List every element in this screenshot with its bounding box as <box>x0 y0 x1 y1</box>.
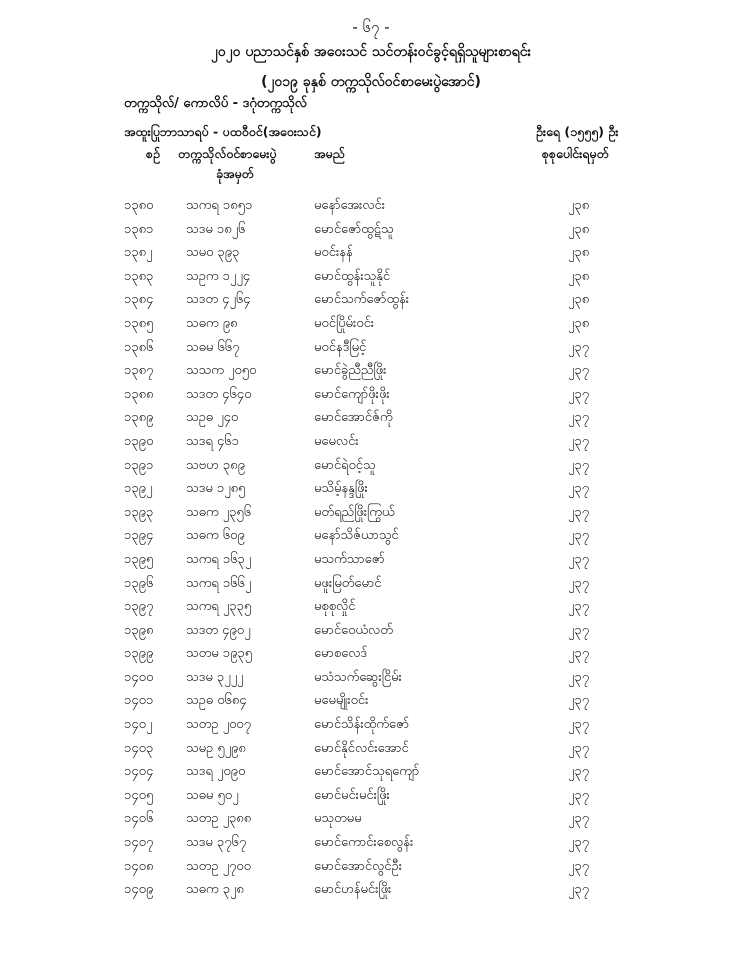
student-name: မစုစုလှိုင် <box>314 599 356 615</box>
student-name: မောင်အောင်ဇ်ကို <box>314 410 393 426</box>
total-marks: ၂၃၇ <box>568 599 590 615</box>
row-number: ၁၄၀၈ <box>124 858 154 874</box>
row-number: ၁၄၀၅ <box>124 787 154 803</box>
table-row <box>0 716 742 740</box>
total-marks: ၂၃၇ <box>568 481 590 497</box>
table-row <box>0 457 742 481</box>
table-row <box>0 551 742 575</box>
student-name: မောင်ထွန်းသူနိုင် <box>314 268 391 284</box>
student-name: မနော်သိဇ်ယာသွင် <box>314 528 399 544</box>
student-name: မတ်ရည်ဖြိုးကြွယ် <box>314 504 395 520</box>
row-number: ၁၄၀၆ <box>124 811 154 827</box>
exam-number: သဒမ ၁၂၈၅ <box>186 481 246 497</box>
row-number: ၁၄၀၄ <box>124 764 154 780</box>
exam-number: သဒတ ၄၂၆၄ <box>186 292 251 308</box>
row-number: ၁၃၉၁ <box>124 457 154 473</box>
exam-number: သကရ ၁၆၃၂ <box>186 551 252 567</box>
exam-number: သဓက ၉၈ <box>186 315 238 331</box>
total-marks: ၂၃၇ <box>568 835 590 851</box>
exam-number: သဒရ ၂၀၉၀ <box>186 764 246 780</box>
exam-no-column-header: တက္ကသိုလ်ဝင်စာမေးပွဲ <box>178 146 277 161</box>
student-name: မောင်ဇော်ထွဋ်သူ <box>314 221 394 237</box>
exam-number: သတဥ ၂၇၀၀ <box>186 858 251 874</box>
student-name: မသိမ့်နန္ဒဖြိုး <box>314 481 368 497</box>
exam-number: သတဥ ၂၃၈၈ <box>186 811 252 827</box>
table-row <box>0 527 742 551</box>
exam-number: သဒမ ၁၈၂၆ <box>186 221 246 237</box>
total-marks: ၂၃၇ <box>568 433 590 449</box>
student-name: မောစလေဒ် <box>314 646 368 662</box>
table-row <box>0 669 742 693</box>
table-row <box>0 244 742 268</box>
row-number: ၁၄၀၇ <box>124 835 154 851</box>
row-number: ၁၃၉၆ <box>124 575 154 591</box>
table-row <box>0 386 742 410</box>
total-marks: ၂၃၇ <box>568 457 590 473</box>
row-number: ၁၃၈၈ <box>124 386 154 402</box>
total-marks: ၂၃၈ <box>568 268 590 284</box>
exam-number: သဒရ ၄၆၁ <box>186 433 239 449</box>
student-name: မသက်သာဇော် <box>314 551 385 567</box>
exam-number: သဥဓ ၂၄၀ <box>186 410 239 426</box>
table-row <box>0 362 742 386</box>
table-row <box>0 622 742 646</box>
table-row <box>0 740 742 764</box>
row-number: ၁၃၉၃ <box>124 504 154 520</box>
total-marks: ၂၃၇ <box>568 339 590 355</box>
student-name: မောင်ခွဲညီညီဖြိုး <box>314 363 387 379</box>
table-row <box>0 598 742 622</box>
table-row <box>0 315 742 339</box>
exam-number: သဓမ ၆၆၇ <box>186 339 240 355</box>
table-row <box>0 575 742 599</box>
total-marks: ၂၃၈ <box>568 198 590 213</box>
student-name: မဝင်နဒီမြင့် <box>314 339 367 355</box>
total-marks: ၂၃၇ <box>568 858 590 874</box>
total-marks: ၂၃၈ <box>568 292 590 308</box>
exam-number: သသက ၂၀၅၀ <box>186 363 257 379</box>
student-name: မသုတမမ <box>314 811 362 827</box>
total-marks: ၂၃၇ <box>568 787 590 803</box>
table-row <box>0 645 742 669</box>
exam-number: သဗဟ ၃၈၉ <box>186 457 245 473</box>
student-name: မောင်သိန်းထိုက်ဇော် <box>314 717 410 733</box>
table-row <box>0 881 742 905</box>
exam-number: သဒမ ၃၇၆၇ <box>186 835 247 851</box>
exam-number: သကရ ၁၈၅၁ <box>186 198 253 213</box>
student-name: မောင်မင်းမင်းဖြိုး <box>314 787 390 803</box>
exam-no-column-header-line2: ခုံအမှတ် <box>216 166 254 181</box>
document-subtitle: (၂၀၁၉ ခုနှစ် တက္ကသိုလ်ဝင်စာမေးပွဲအောင်) <box>261 74 481 90</box>
row-number: ၁၃၉၇ <box>124 599 154 615</box>
student-name: မောင်ရဲဝင့်သူ <box>314 457 376 473</box>
exam-number: သတမ ၁၉၃၅ <box>186 646 253 662</box>
total-marks: ၂၃၇ <box>568 363 590 379</box>
row-number: ၁၃၉၄ <box>124 528 154 544</box>
student-name: မနော်အေးလင်း <box>314 198 386 213</box>
row-number: ၁၄၀၉ <box>124 882 154 898</box>
row-number: ၁၄၀၂ <box>124 717 153 733</box>
total-marks: ၂၃၇ <box>568 693 590 709</box>
exam-number: သကရ ၁၆၆၂ <box>186 575 252 591</box>
table-row <box>0 221 742 245</box>
table-row <box>0 197 742 221</box>
student-name: မောင်ကျော်ဖိုးဖိုး <box>314 386 390 402</box>
page-number: - ၆၇ - <box>352 18 390 36</box>
total-marks: ၂၃၇ <box>568 717 590 733</box>
table-row <box>0 291 742 315</box>
student-name: မောင်ဟန်မင်းဖြိုး <box>314 882 392 898</box>
department-line: တက္ကသိုလ်/ ကောလိပ် - ဒဂုံတက္ကသိုလ် <box>124 96 307 111</box>
row-number: ၁၃၈၄ <box>124 292 154 308</box>
table-row <box>0 268 742 292</box>
row-number: ၁၃၉၉ <box>124 646 154 662</box>
exam-number: သဥက ၁၂၂၄ <box>186 268 251 284</box>
total-marks: ၂၃၇ <box>568 622 590 638</box>
total-marks: ၂၃၇ <box>568 575 590 591</box>
student-name: မသံသက်ဆွေးငြိမ်း <box>314 669 402 685</box>
student-name: မောင်အောင်သုရကျော် <box>314 764 420 780</box>
total-marks: ၂၃၈ <box>568 221 590 237</box>
student-name: မဖူးမြတ်မောင် <box>314 575 382 591</box>
student-name: မောင်ကောင်းစေလွန်း <box>314 835 414 851</box>
table-row <box>0 763 742 787</box>
exam-number: သဓက ၃၂၈ <box>186 882 244 898</box>
exam-number: သဒတ ၄၉၀၂ <box>186 622 251 638</box>
row-number: ၁၃၉၀ <box>124 433 154 449</box>
student-name: မောင်နိုင်လင်းအောင် <box>314 740 409 756</box>
row-number: ၁၃၈၇ <box>124 363 154 379</box>
student-name: မမေလင်း <box>314 433 359 449</box>
row-number: ၁၃၈၉ <box>124 410 154 426</box>
table-row <box>0 858 742 882</box>
row-number: ၁၃၈၂ <box>124 245 153 261</box>
document-title: ၂၀၂၀ ပညာသင်နှစ် အဝေးသင် သင်တန်းဝင်ခွင့်ရရှိသူများစာရင်း <box>210 44 532 60</box>
student-name: မဝင်ပြိုမ်းဝင်း <box>314 315 375 331</box>
total-marks: ၂၃၇ <box>568 410 590 426</box>
table-row <box>0 787 742 811</box>
marks-column-header: စုစုပေါင်းရမှတ် <box>542 146 609 161</box>
total-marks: ၂၃၇ <box>568 386 590 402</box>
exam-number: သမဥ ၅၂၉၈ <box>186 740 246 756</box>
exam-number: သဓက ၆၀၉ <box>186 528 245 544</box>
table-row <box>0 409 742 433</box>
row-number: ၁၃၉၅ <box>124 551 154 567</box>
exam-number: သတဥ ၂၀၀၇ <box>186 717 251 733</box>
student-name: မောင်ဝေယံလတ် <box>314 622 393 638</box>
exam-number: သဥဓ ၀၆၈၄ <box>186 693 247 709</box>
row-number: ၁၃၈၁ <box>124 221 154 237</box>
total-marks: ၂၃၈ <box>568 245 590 261</box>
exam-number: သမဝ ၃၉၃ <box>186 245 240 261</box>
table-row <box>0 834 742 858</box>
total-marks: ၂၃၇ <box>568 528 590 544</box>
table-row <box>0 433 742 457</box>
row-number: ၁၄၀၃ <box>124 740 154 756</box>
student-name: မောင်သက်ဇော်ထွန်း <box>314 292 410 308</box>
total-marks: ၂၃၇ <box>568 551 590 567</box>
results-table <box>0 197 742 905</box>
exam-number: သဒတ ၄၆၄၀ <box>186 386 252 402</box>
row-number: ၁၃၉၂ <box>124 481 153 497</box>
total-marks: ၂၃၇ <box>568 504 590 520</box>
exam-number: သဒမ ၃၂၂၂ <box>186 669 244 685</box>
total-marks: ၂၃၇ <box>568 740 590 756</box>
total-marks: ၂၃၇ <box>568 646 590 662</box>
row-number: ၁၃၈၅ <box>124 315 154 331</box>
table-row <box>0 810 742 834</box>
total-marks: ၂၃၈ <box>568 315 590 331</box>
exam-number: သကရ ၂၃၃၅ <box>186 599 252 615</box>
name-column-header: အမည် <box>314 146 345 161</box>
exam-number: သဓက ၂၃၅၆ <box>186 504 252 520</box>
row-number: ၁၄၀၀ <box>124 669 154 685</box>
row-number: ၁၄၀၁ <box>124 693 154 709</box>
student-name: မောင်အောင်လွင်ဦး <box>314 858 402 874</box>
no-column-header: စဉ် <box>146 146 160 161</box>
total-count-header: ဦးရေ (၁၅၅၅) ဦး <box>536 124 619 139</box>
student-name: မမေမျိုးဝင်း <box>314 693 369 709</box>
student-name: မဝင်းနန် <box>314 245 353 261</box>
table-row <box>0 692 742 716</box>
row-number: ၁၃၉၈ <box>124 622 154 638</box>
total-marks: ၂၃၇ <box>568 764 590 780</box>
subject-header: အထူးပြုဘာသာရပ် - ပထဝီဝင်(အဝေးသင်) <box>124 124 322 139</box>
total-marks: ၂၃၇ <box>568 811 590 827</box>
row-number: ၁၃၈၆ <box>124 339 154 355</box>
row-number: ၁၃၈၀ <box>124 198 154 213</box>
table-row <box>0 504 742 528</box>
row-number: ၁၃၈၃ <box>124 268 154 284</box>
exam-number: သဓမ ၅၀၂ <box>186 787 239 803</box>
table-row <box>0 480 742 504</box>
total-marks: ၂၃၇ <box>568 669 590 685</box>
total-marks: ၂၃၇ <box>568 882 590 898</box>
table-row <box>0 339 742 363</box>
